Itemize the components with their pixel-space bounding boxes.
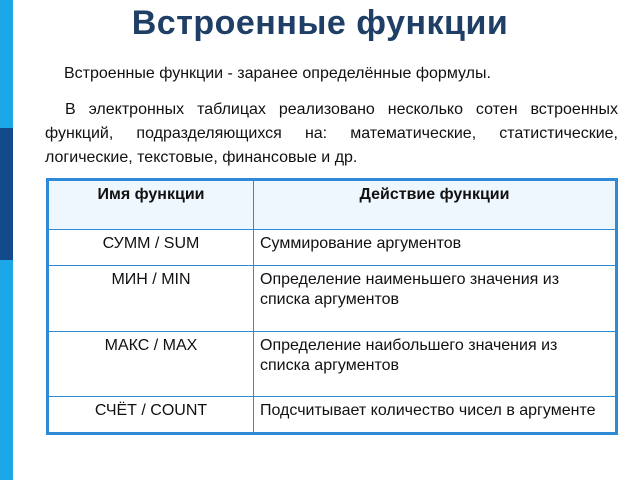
function-action-cell: Суммирование аргументов: [254, 230, 616, 266]
function-action-cell: Подсчитывает количество чисел в аргументе: [254, 396, 616, 432]
table-row: [49, 266, 616, 331]
left-accent-bar-dark: [0, 128, 13, 260]
slide-title: Встроенные функции: [131, 4, 509, 42]
slide-subtitle: Встроенные функции - заранее определённые формулы.: [64, 65, 491, 82]
slide-paragraph: В электронных таблицах реализовано несколько сотен встроенных функций, подразделяющихся на: математические, статистические, логические, текстовые, финансовые и др.: [45, 101, 618, 166]
header-function-action: Действие функции: [254, 181, 616, 230]
function-name-cell: МИН / MIN: [49, 266, 254, 331]
table-row: [49, 396, 616, 432]
function-action-cell: Определение наименьшего значения из списка аргументов: [254, 266, 616, 331]
functions-table: [46, 178, 618, 435]
table-row: [49, 331, 616, 396]
function-name-cell: СЧЁТ / COUNT: [49, 396, 254, 432]
table-row: [49, 230, 616, 266]
table-header-row: [49, 181, 616, 230]
function-action-cell: Определение наибольшего значения из списка аргументов: [254, 331, 616, 396]
function-name-cell: МАКС / MAX: [49, 331, 254, 396]
header-function-name: Имя функции: [49, 181, 254, 230]
function-name-cell: СУММ / SUM: [49, 230, 254, 266]
